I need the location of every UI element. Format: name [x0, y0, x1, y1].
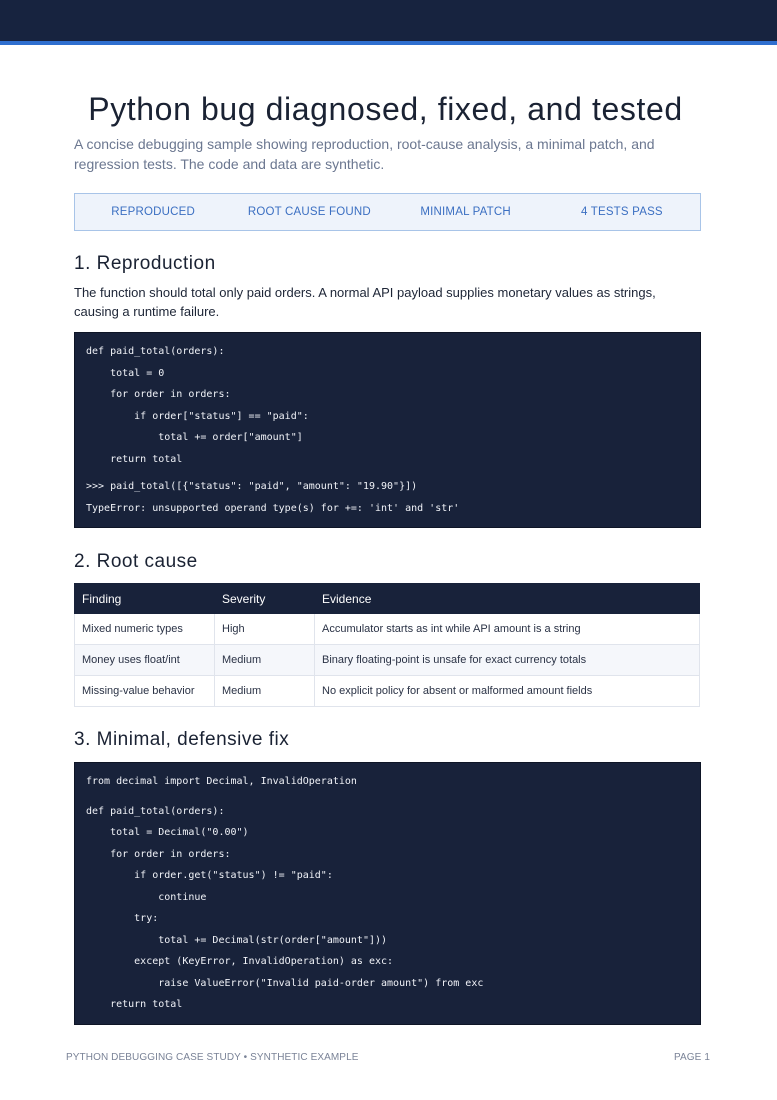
page-subtitle: A concise debugging sample showing reproduction, root-cause analysis, a minimal patch, and regression tests. The code and data are synthetic. [74, 136, 655, 172]
code-line: continue [86, 891, 207, 903]
table-row [75, 676, 700, 707]
code-line: raise ValueError("Invalid paid-order amount") from exc [86, 977, 484, 989]
table-row [75, 614, 700, 645]
cell-severity: Medium [215, 676, 315, 707]
fix-code-block [74, 762, 701, 1025]
code-line: for order in orders: [86, 389, 231, 400]
code-line: return total [86, 999, 183, 1010]
column-header-finding: Finding [75, 584, 215, 614]
code-line: from decimal import Decimal, InvalidOperation [86, 776, 357, 787]
cell-finding: Missing-value behavior [75, 676, 215, 707]
code-line: def paid_total(orders): [86, 346, 225, 357]
cell-finding: Mixed numeric types [75, 614, 215, 645]
cell-severity: High [215, 614, 315, 645]
column-header-evidence: Evidence [315, 584, 700, 614]
code-line: return total [86, 453, 183, 465]
status-strip [74, 193, 701, 231]
cell-severity: Medium [215, 645, 315, 676]
status-chip-minimal-patch: MINIMAL PATCH [420, 206, 511, 218]
status-chip-reproduced: REPRODUCED [111, 206, 196, 218]
column-header-severity: Severity [215, 584, 315, 614]
code-line: for order in orders: [86, 848, 231, 860]
cell-evidence: No explicit policy for absent or malformed amount fields [315, 676, 700, 707]
code-line: total += Decimal(str(order["amount"])) [86, 934, 388, 946]
page-footer [66, 1052, 710, 1063]
banner-accent-stripe [0, 41, 777, 45]
reproduction-description: The function should total only paid orders. A normal API payload supplies monetary values as strings, causing a runtime failure. [74, 285, 656, 319]
console-input-line: >>> paid_total([{"status": "paid", "amount": "19.90"}]) [86, 481, 418, 492]
section-heading-root-cause: 2. Root cause [74, 551, 198, 572]
cell-finding: Money uses float/int [75, 645, 215, 676]
code-line: try: [86, 913, 159, 924]
root-cause-table [74, 583, 700, 707]
code-line: def paid_total(orders): [86, 805, 225, 817]
top-banner [0, 0, 777, 41]
code-line: total += order["amount"] [86, 432, 303, 443]
footer-page-number: PAGE 1 [674, 1052, 710, 1063]
section-heading-fix: 3. Minimal, defensive fix [74, 729, 290, 750]
reproduction-code-block [74, 332, 701, 528]
code-line: if order.get("status") != "paid": [86, 870, 333, 881]
table-header-row [75, 584, 700, 614]
code-line: total = 0 [86, 367, 165, 379]
cell-evidence: Binary floating-point is unsafe for exact currency totals [315, 645, 700, 676]
code-line: total = Decimal("0.00") [86, 827, 249, 838]
footer-document-label: PYTHON DEBUGGING CASE STUDY • SYNTHETIC EXAMPLE [66, 1052, 359, 1063]
code-line: if order["status"] == "paid": [86, 410, 309, 422]
console-error-line: TypeError: unsupported operand type(s) for +=: 'int' and 'str' [86, 502, 460, 514]
page-title: Python bug diagnosed, fixed, and tested [88, 91, 683, 127]
section-heading-reproduction: 1. Reproduction [74, 253, 216, 274]
cell-evidence: Accumulator starts as int while API amount is a string [315, 614, 700, 645]
code-line: except (KeyError, InvalidOperation) as exc: [86, 956, 394, 967]
document-body [74, 90, 701, 1025]
status-chip-root-cause: ROOT CAUSE FOUND [247, 206, 371, 218]
table-row [75, 645, 700, 676]
status-chip-tests-pass: 4 TESTS PASS [580, 206, 663, 218]
